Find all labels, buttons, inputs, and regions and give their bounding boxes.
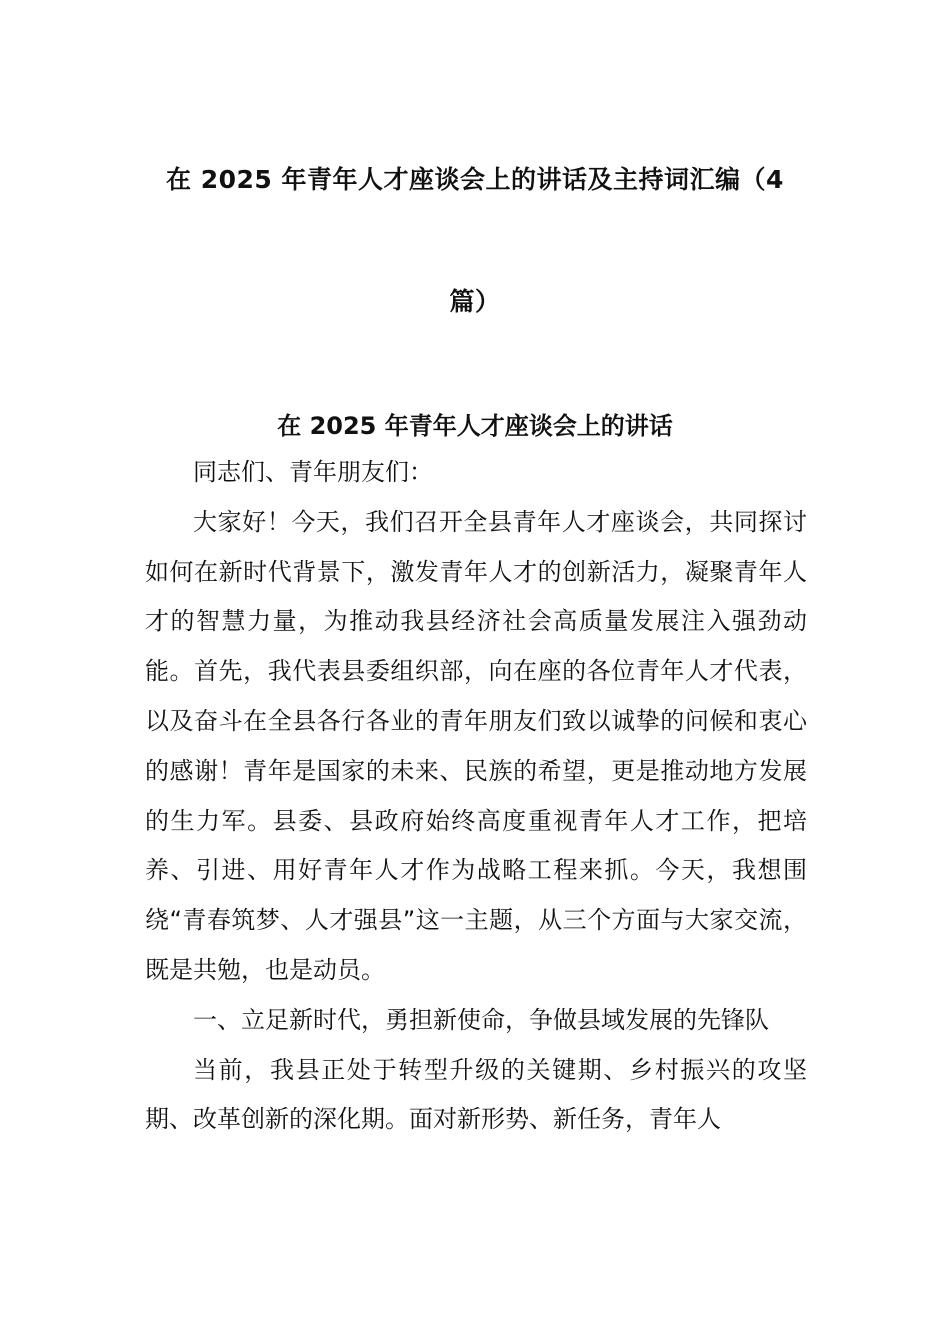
document-title-line-1: 在 2025 年青年人才座谈会上的讲话及主持词汇编（4 [166,165,784,194]
speech-title: 在 2025 年青年人才座谈会上的讲话 [277,412,673,440]
paragraph-opening: 大家好！今天，我们召开全县青年人才座谈会，共同探讨如何在新时代背景下，激发青年人才的创新活力，凝聚青年人才的智慧力量，为推动我县经济社会高质量发展注入强劲动能。首先，我代表县委组织部，向在座的各位青年人才代表，以及奋斗在全县各行各业的青年朋友们致以诚挚的问候和衷心的感谢！青年是国家的未来、民族的希望，更是推动地方发展的生力军。县委、县政府始终高度重视青年人才工作，把培养、引进、用好青年人才作为战略工程来抓。今天，我想围绕“青春筑梦、人才强县”这一主题，从三个方面与大家交流，既是共勉，也是动员。 [145,507,807,984]
speech-body [145,448,807,1145]
paragraph-section-one: 当前，我县正处于转型升级的关键期、乡村振兴的攻坚期、改革创新的深化期。面对新形势、新任务，青年人 [145,1055,807,1134]
document-title-line-2: 篇） [449,287,501,316]
section-heading-one: 一、立足新时代，勇担新使命，争做县域发展的先锋队 [193,1005,769,1034]
salutation: 同志们、青年朋友们： [193,458,433,486]
